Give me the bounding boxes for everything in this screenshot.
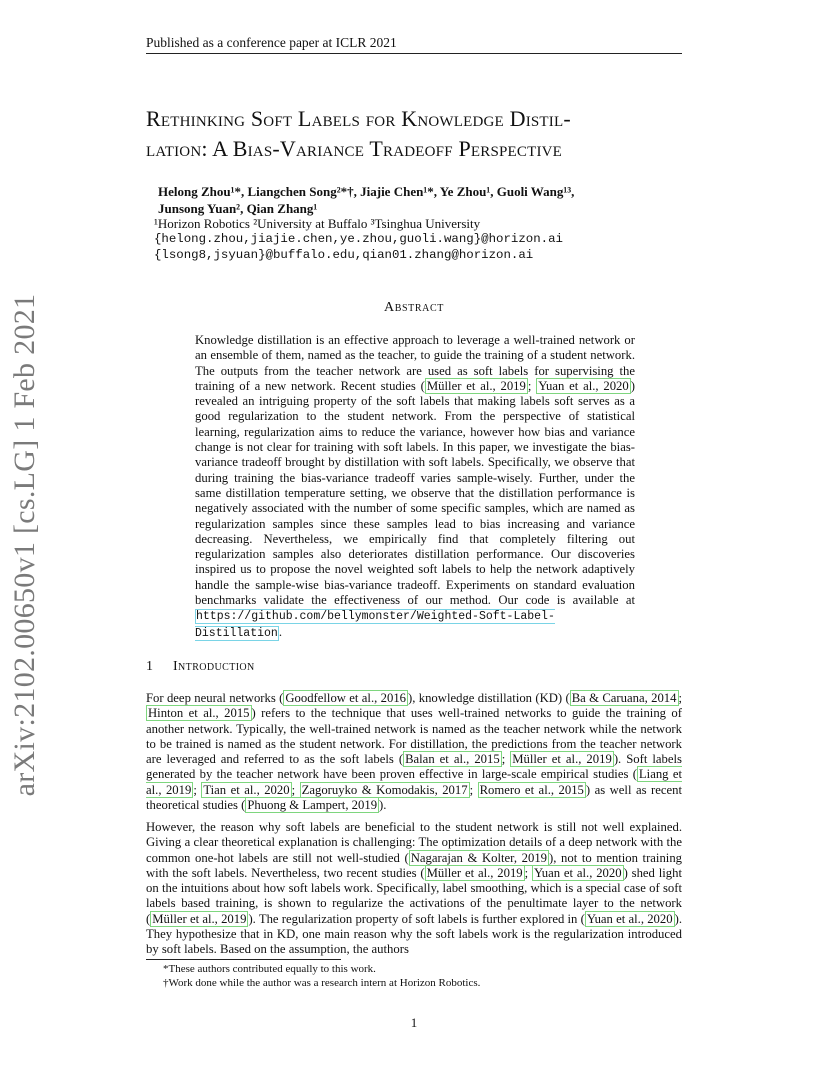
citation-link[interactable]: Müller et al., 2019 — [426, 378, 526, 393]
body-text: ). They hypothesize that in KD, one main reason why the soft labels work is the regularization introduced by soft labels. Based on the assumption, the authors — [146, 911, 682, 957]
citation-link[interactable]: Phuong & Lampert, 2019 — [247, 798, 378, 813]
code-url-link[interactable]: https://github.com/bellymonster/Weighted-Soft-Label-Distillation — [195, 610, 555, 640]
citation-link[interactable]: Ba & Caruana, 2014 — [571, 691, 677, 705]
email-line-1: {helong.zhou,jiajie.chen,ye.zhou,guoli.wang}@horizon.ai — [154, 232, 563, 246]
citation-link[interactable]: Yuan et al., 2020 — [538, 378, 629, 393]
citation-link[interactable]: Yuan et al., 2020 — [534, 865, 622, 880]
body-text: ; — [291, 782, 300, 797]
abstract-body — [195, 333, 635, 641]
authors-line-2: Junsong Yuan², Qian Zhang¹ — [158, 201, 318, 216]
section-title: Introduction — [173, 659, 255, 674]
intro-paragraph-2 — [146, 820, 682, 958]
citation-link[interactable]: Yuan et al., 2020 — [586, 911, 673, 926]
body-text: However, the reason why soft labels are beneficial to the student network is still not well explained. Giving a clear theoretical explanation is challenging: The optimization details of a deep network with the common one-hot labels are still not well-studied ( — [146, 820, 682, 865]
abstract-text: . — [278, 624, 282, 639]
citation-link[interactable]: Goodfellow et al., 2016 — [285, 691, 407, 705]
body-text: For deep neural networks ( — [146, 691, 284, 705]
body-text: ; — [501, 752, 511, 767]
footnote-rule — [146, 959, 341, 960]
title-line-2: lation: A Bias-Variance Tradeoff Perspective — [146, 136, 563, 161]
footnote-1: *These authors contributed equally to this work. — [163, 963, 376, 975]
abstract-text: ) revealed an intriguing property of the soft labels that making labels soft serves as a good regularization to the student network. From the perspective of statistical learning, regularization aims to reduce the variance, however how bias and variance change is not clear for training with soft labels. In this paper, we investigate the bias-variance tradeoff brought by distillation with soft labels. Specifically, we observe that during training the bias-variance tradeoff varies sample-wisely. Further, under the same distillation temperature setting, we observe that the distillation performance is negatively associated with the number of some specific samples, which are named as regularization samples since these samples lead to bias increasing and variance decreasing. Nevertheless, we empirically find that completely filtering out regularization samples also deteriorates distillation performance. Our discoveries inspired us to propose the novel weighted soft labels to help the network adaptively handle the sample-wise bias-variance tradeoff. Experiments on standard evaluation benchmarks validate the effectiveness of our method. Our code is available at — [195, 378, 635, 608]
abstract-heading: Abstract — [384, 300, 444, 315]
abstract-text: Knowledge distillation is an effective approach to leverage a well-trained network or an ensemble of them, named as the teacher, to guide the training of a student network. The outputs from the teacher network are used as soft labels for supervising the training of a new network. Recent studies ( — [195, 333, 635, 393]
citation-link[interactable]: Romero et al., 2015 — [479, 782, 584, 797]
email-line-2: {lsong8,jsyuan}@buffalo.edu,qian01.zhang@horizon.ai — [154, 248, 534, 262]
body-text: ) refers to the technique that uses well-trained networks to guide the training of another network. Typically, the well-trained network is named as the teacher network while the network to be trained is named as the student network. For distillation, the predictions from the teacher network are leveraged and referred to as the soft labels ( — [146, 706, 682, 767]
body-text: ), not to mention training with the soft labels. Nevertheless, two recent studies ( — [146, 850, 683, 880]
citation-link[interactable]: Müller et al., 2019 — [152, 911, 247, 926]
citation-link[interactable]: Zagoruyko & Komodakis, 2017 — [301, 782, 468, 797]
body-text: ; — [524, 865, 533, 880]
intro-paragraph-1 — [146, 691, 682, 813]
affiliations: ¹Horizon Robotics ²University at Buffalo ³Tsinghua University — [154, 216, 481, 231]
section-heading — [146, 659, 255, 675]
citation-link[interactable]: Nagarajan & Kolter, 2019 — [410, 850, 548, 865]
body-text: ). Soft labels generated by the teacher network have been proven effective in large-scale empirical studies ( — [146, 752, 682, 782]
header-rule — [146, 53, 682, 54]
arxiv-id: arXiv:2102.00650v1 [cs.LG] 1 Feb 2021 — [8, 293, 41, 797]
footnote-2: †Work done while the author was a research intern at Horizon Robotics. — [163, 977, 481, 989]
body-text: ), knowledge distillation (KD) ( — [408, 691, 570, 705]
arxiv-stamp — [0, 293, 50, 797]
citation-link[interactable]: Hinton et al., 2015 — [148, 706, 250, 721]
running-header: Published as a conference paper at ICLR 2021 — [146, 35, 397, 50]
paper-title — [146, 104, 706, 164]
body-text: ) shed light on the intuitions about how soft labels work. Specifically, label smoothing, which is a special case of soft labels based training, is shown to regularize the activations of the penultimate layer to the network ( — [146, 865, 682, 926]
body-text: ; — [678, 691, 683, 705]
section-number: 1 — [146, 659, 154, 674]
citation-link[interactable]: Müller et al., 2019 — [512, 752, 612, 767]
body-text: ; — [469, 782, 478, 797]
author-list — [158, 183, 628, 217]
abstract-text: ; — [527, 378, 537, 393]
body-text: ; — [193, 782, 202, 797]
citation-link[interactable]: Liang et al., 2019 — [146, 767, 682, 797]
title-line-1: Rethinking Soft Labels for Knowledge Distil- — [146, 106, 571, 131]
citation-link[interactable]: Balan et al., 2015 — [405, 752, 500, 767]
body-text: ). — [379, 798, 387, 813]
authors-line-1: Helong Zhou¹*, Liangchen Song²*†, Jiajie Chen¹*, Ye Zhou¹, Guoli Wang¹³, — [158, 184, 575, 199]
citation-link[interactable]: Müller et al., 2019 — [426, 865, 523, 880]
page-number: 1 — [410, 1015, 418, 1030]
body-text: ). The regularization property of soft labels is further explored in ( — [248, 911, 585, 926]
body-text: ) as well as recent theoretical studies ( — [146, 782, 682, 813]
citation-link[interactable]: Tian et al., 2020 — [203, 782, 290, 797]
